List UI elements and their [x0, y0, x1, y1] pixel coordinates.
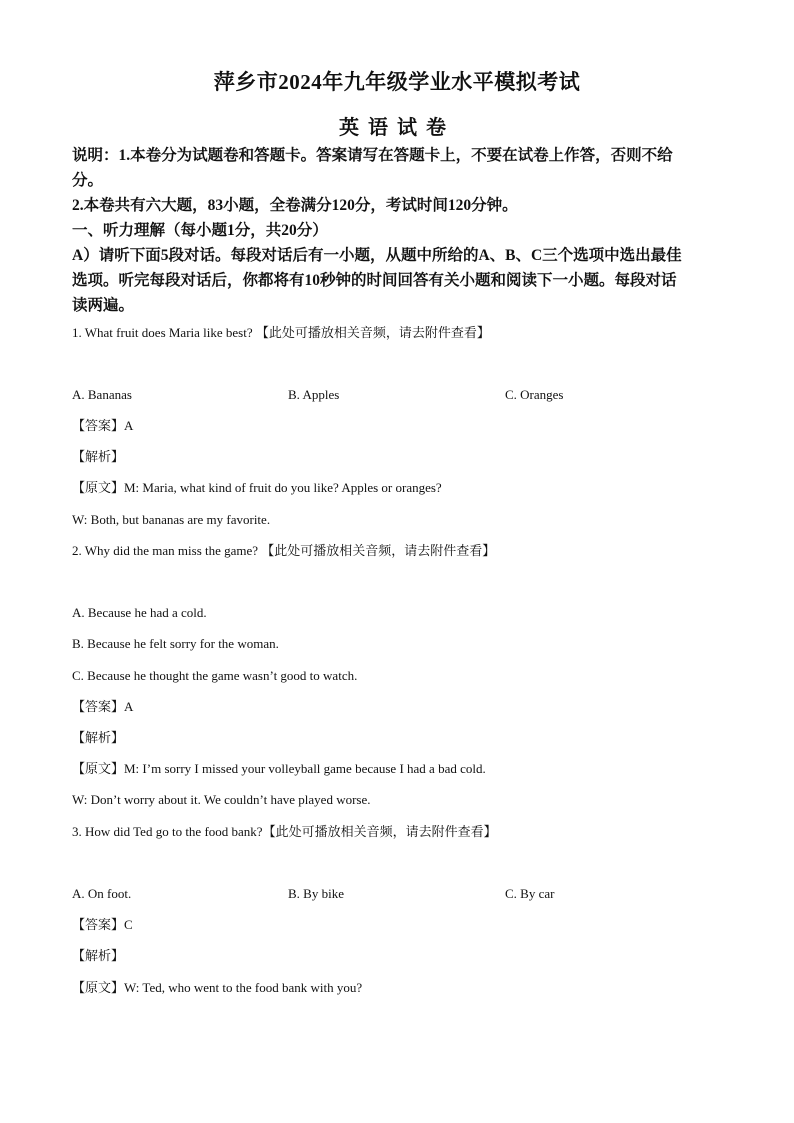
- q1-option-a: A. Bananas: [72, 387, 132, 402]
- question-2: 2. Why did the man miss the game? 【此处可播放相关音频，请去附件查看】: [72, 543, 496, 558]
- q1-answer: 【答案】A: [72, 418, 134, 433]
- part-a-line-1: A）请听下面5段对话。每段对话后有一小题，从题中所给的A、B、C三个选项中选出最佳: [72, 247, 682, 264]
- q1-script-line-1: 【原文】M: Maria, what kind of fruit do you like? Apples or oranges?: [72, 480, 442, 495]
- exam-title: 萍乡市2024年九年级学业水平模拟考试: [213, 70, 581, 94]
- part-a-line-2: 选项。听完每段对话后，你都将有10秒钟的时间回答有关小题和阅读下一小题。每段对话: [72, 272, 677, 289]
- subject-title: 英语试卷: [339, 117, 455, 139]
- q3-option-a: A. On foot.: [72, 886, 132, 901]
- q2-option-c: C. Because he thought the game wasn’t good to watch.: [72, 668, 358, 683]
- q2-option-a: A. Because he had a cold.: [72, 605, 207, 620]
- q2-script-line-1: 【原文】M: I’m sorry I missed your volleyball game because I had a bad cold.: [72, 761, 486, 776]
- q1-option-c: C. Oranges: [505, 387, 564, 402]
- q1-option-b: B. Apples: [288, 387, 340, 402]
- question-1: 1. What fruit does Maria like best? 【此处可播放相关音频，请去附件查看】: [72, 325, 490, 340]
- q2-answer: 【答案】A: [72, 699, 134, 714]
- q3-answer: 【答案】C: [72, 917, 133, 932]
- q2-option-b: B. Because he felt sorry for the woman.: [72, 636, 279, 651]
- instructions-line-1: 说明：1.本卷分为试题卷和答题卡。答案请写在答题卡上，不要在试卷上作答，否则不给: [72, 147, 673, 164]
- q1-script-line-2: W: Both, but bananas are my favorite.: [72, 512, 271, 527]
- instructions-line-1-cont: 分。: [72, 172, 104, 189]
- part-a-line-3: 读两遍。: [72, 297, 135, 314]
- q2-analysis-label: 【解析】: [72, 730, 125, 745]
- question-3: 3. How did Ted go to the food bank?【此处可播放相关音频，请去附件查看】: [72, 824, 497, 839]
- section-heading: 一、听力理解（每小题1分，共20分）: [72, 222, 328, 239]
- q3-script-line-1: 【原文】W: Ted, who went to the food bank with you?: [72, 980, 363, 995]
- instructions-line-2: 2.本卷共有六大题，83小题，全卷满分120分，考试时间120分钟。: [72, 197, 518, 214]
- q3-analysis-label: 【解析】: [72, 948, 125, 963]
- q3-option-b: B. By bike: [288, 886, 344, 901]
- q2-script-line-2: W: Don’t worry about it. We couldn’t have played worse.: [72, 792, 371, 807]
- q1-analysis-label: 【解析】: [72, 449, 125, 464]
- q3-option-c: C. By car: [505, 886, 555, 901]
